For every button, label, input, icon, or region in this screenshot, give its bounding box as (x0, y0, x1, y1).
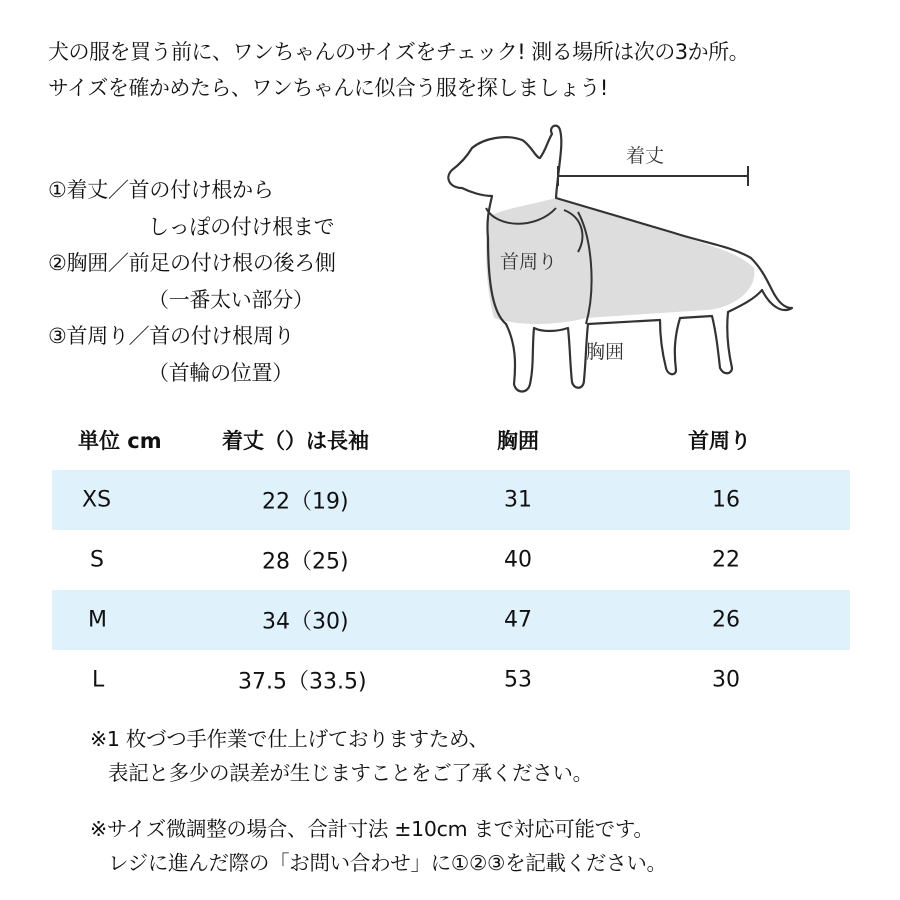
neck-cell: 16 (712, 487, 740, 513)
neck-cell: 22 (712, 547, 740, 573)
header-neck: 首周り (688, 429, 751, 453)
point-3-detail: （首輪の位置） (148, 360, 293, 385)
size-cell: S (90, 547, 104, 573)
label-length: 着丈 (626, 145, 665, 167)
table-row (52, 470, 850, 530)
table-row (52, 590, 850, 650)
point-1-title: ①着丈／首の付け根から (48, 178, 274, 202)
header-size: 単位 cm (78, 429, 162, 453)
size-cell: M (88, 607, 107, 633)
note-1-line-2: 表記と多少の誤差が生じますことをご了承ください。 (108, 761, 593, 785)
length-cell: 34（30) (262, 609, 349, 635)
chest-cell: 47 (504, 607, 532, 633)
header-length: 着丈（）は長袖 (222, 429, 369, 453)
intro-line-1: 犬の服を買う前に、ワンちゃんのサイズをチェック! 測る場所は次の3か所。 (48, 40, 750, 64)
point-3-title: ③首周り／首の付け根周り (48, 324, 295, 348)
neck-cell: 30 (712, 667, 740, 693)
chest-cell: 40 (504, 547, 532, 573)
table-row (52, 650, 850, 710)
size-table-header (52, 418, 850, 470)
note-2-line-2: レジに進んだ際の「お問い合わせ」に①②③を記載ください。 (108, 851, 667, 875)
intro-line-2: サイズを確かめたら、ワンちゃんに似合う服を探しましょう! (48, 76, 608, 100)
label-chest: 胸囲 (586, 341, 625, 363)
note-1-line-1: ※1 枚づつ手作業で仕上げておりますため、 (90, 727, 489, 751)
table-row (52, 530, 850, 590)
point-2-title: ②胸囲／前足の付け根の後ろ側 (48, 251, 336, 275)
neck-cell: 26 (712, 607, 740, 633)
chest-cell: 31 (504, 487, 532, 513)
length-cell: 22（19) (262, 489, 349, 515)
length-cell: 37.5（33.5) (238, 669, 367, 695)
intro-text (48, 34, 749, 106)
chest-cell: 53 (504, 667, 532, 693)
header-chest: 胸囲 (497, 429, 539, 453)
length-cell: 28（25) (262, 549, 349, 575)
point-1-detail: しっぽの付け根まで (148, 214, 335, 239)
size-cell: L (92, 667, 105, 693)
measurement-points (48, 172, 336, 391)
dog-measurement-diagram (436, 118, 816, 408)
label-neck: 首周り (500, 251, 558, 273)
size-table (52, 418, 850, 710)
notes (90, 722, 667, 880)
size-cell: XS (82, 487, 112, 513)
note-2-line-1: ※サイズ微調整の場合、合計寸法 ±10cm まで対応可能です。 (90, 817, 654, 841)
point-2-detail: （一番太い部分） (148, 287, 314, 312)
